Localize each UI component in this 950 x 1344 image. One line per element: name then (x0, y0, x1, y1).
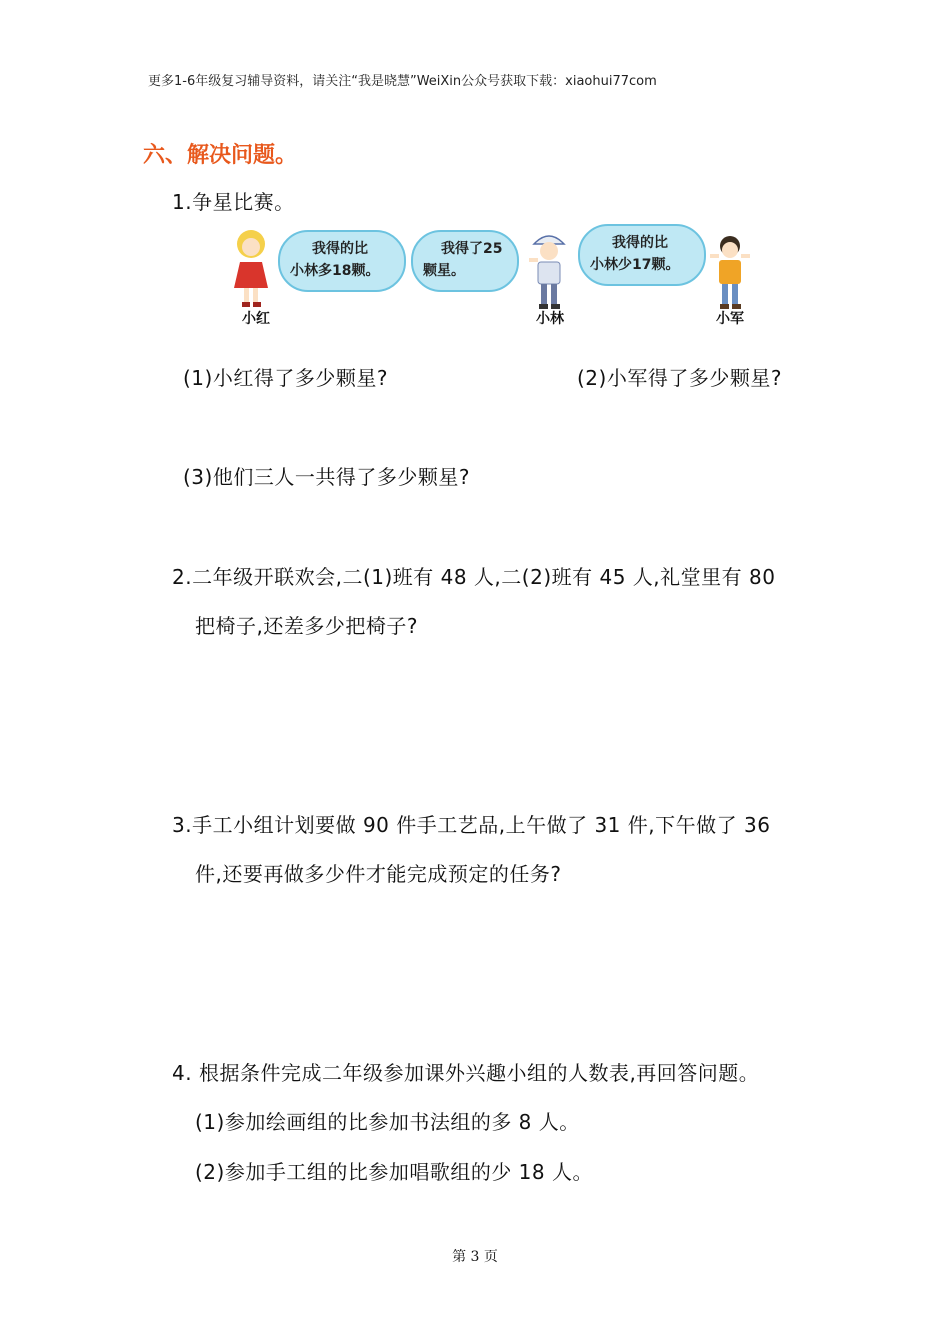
speech-bubble-xiaolin: 我得了25 颗星。 (411, 230, 519, 292)
question-3-line-1: 3.手工小组计划要做 90 件手工艺品,上午做了 31 件,下午做了 36 (172, 813, 771, 837)
question-2-line-1: 2.二年级开联欢会,二(1)班有 48 人,二(2)班有 45 人,礼堂里有 80 (172, 565, 776, 589)
speech-bubble-xiaohong: 我得的比 小林多18颗。 (278, 230, 406, 292)
question-4-condition-2: (2)参加手工组的比参加唱歌组的少 18 人。 (195, 1160, 593, 1184)
question-1-title: 1.争星比赛。 (172, 190, 295, 214)
boy-figure-xiaolin (526, 230, 572, 312)
name-label-xiaohong: 小红 (242, 311, 270, 327)
question-1-sub-2: (2)小军得了多少颗星? (577, 366, 782, 390)
girl-figure (228, 228, 274, 310)
header-note: 更多1-6年级复习辅导资料，请关注“我是晓慧”WeiXin公众号获取下载：xiaohui77com (148, 74, 657, 89)
section-title: 六、解决问题。 (143, 143, 298, 168)
question-2-line-2: 把椅子,还差多少把椅子? (195, 614, 418, 638)
question-3-line-2: 件,还要再做多少件才能完成预定的任务? (195, 862, 562, 886)
name-label-xiaolin: 小林 (536, 311, 564, 327)
question-1-sub-3: (3)他们三人一共得了多少颗星? (183, 465, 470, 489)
page-number: 第 3 页 (452, 1249, 498, 1265)
boy-figure-xiaojun (708, 232, 752, 312)
question-4-line-1: 4. 根据条件完成二年级参加课外兴趣小组的人数表,再回答问题。 (172, 1061, 760, 1085)
question-4-condition-1: (1)参加绘画组的比参加书法组的多 8 人。 (195, 1110, 580, 1134)
name-label-xiaojun: 小军 (716, 311, 744, 327)
star-contest-illustration (228, 222, 768, 332)
question-1-sub-1: (1)小红得了多少颗星? (183, 366, 388, 390)
speech-bubble-xiaojun: 我得的比 小林少17颗。 (578, 224, 706, 286)
